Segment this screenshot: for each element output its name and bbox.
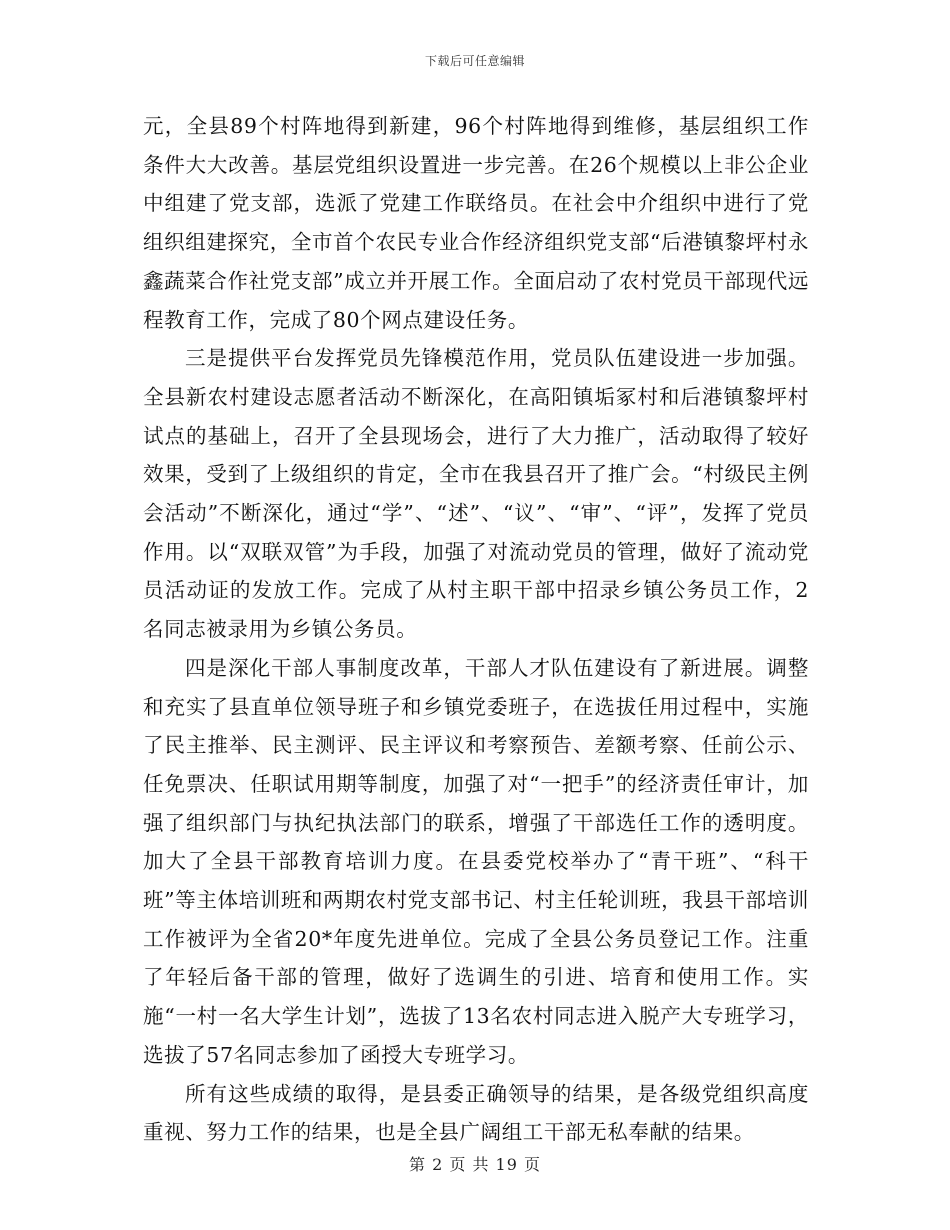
page-number-footer: 第 2 页 共 19 页 — [409, 1155, 541, 1174]
paragraph-2: 三是提供平台发挥党员先锋模范作用，党员队伍建设进一步加强。全县新农村建设志愿者活动不断深化，在高阳镇垢冢村和后港镇黎坪村试点的基础上，召开了全县现场会，进行了大力推广，活动取得了较好效果，受到了上级组织的肯定，全市在我县召开了推广会。“村级民主例会活动”不断深化，通过“学”、“述”、“议”、“审”、“评”，发挥了党员作用。以“双联双管”为手段，加强了对流动党员的管理，做好了流动党员活动证的发放工作。完成了从村主职干部中招录乡镇公务员工作，2名同志被录用为乡镇公务员。 — [143, 346, 809, 642]
page-header-note: 下载后可任意编辑 — [424, 54, 525, 68]
document-body — [143, 107, 809, 1152]
paragraph-4: 所有这些成绩的取得，是县委正确领导的结果，是各级党组织高度重视、努力工作的结果，也是全县广阔组工干部无私奉献的结果。 — [143, 1081, 809, 1145]
paragraph-1: 元，全县89个村阵地得到新建，96个村阵地得到维修，基层组织工作条件大大改善。基层党组织设置进一步完善。在26个规模以上非公企业中组建了党支部，选派了党建工作联络员。在社会中介组织中进行了党组织组建探究，全市首个农民专业合作经济组织党支部“后港镇黎坪村永鑫蔬菜合作社党支部”成立并开展工作。全面启动了农村党员干部现代远程教育工作，完成了80个网点建设任务。 — [143, 114, 809, 332]
paragraph-3: 四是深化干部人事制度改革，干部人才队伍建设有了新进展。调整和充实了县直单位领导班子和乡镇党委班子，在选拔任用过程中，实施了民主推举、民主测评、民主评议和考察预告、差额考察、任前公示、任免票决、任职试用期等制度，加强了对“一把手”的经济责任审计，加强了组织部门与执纪执法部门的联系，增强了干部选任工作的透明度。加大了全县干部教育培训力度。在县委党校举办了“青干班”、“科干班”等主体培训班和两期农村党支部书记、村主任轮训班，我县干部培训工作被评为全省20*年度先进单位。完成了全县公务员登记工作。注重了年轻后备干部的管理，做好了选调生的引进、培育和使用工作。实施“一村一名大学生计划”，选拔了13名农村同志进入脱产大专班学习，选拔了57名同志参加了函授大专班学习。 — [143, 655, 809, 1067]
